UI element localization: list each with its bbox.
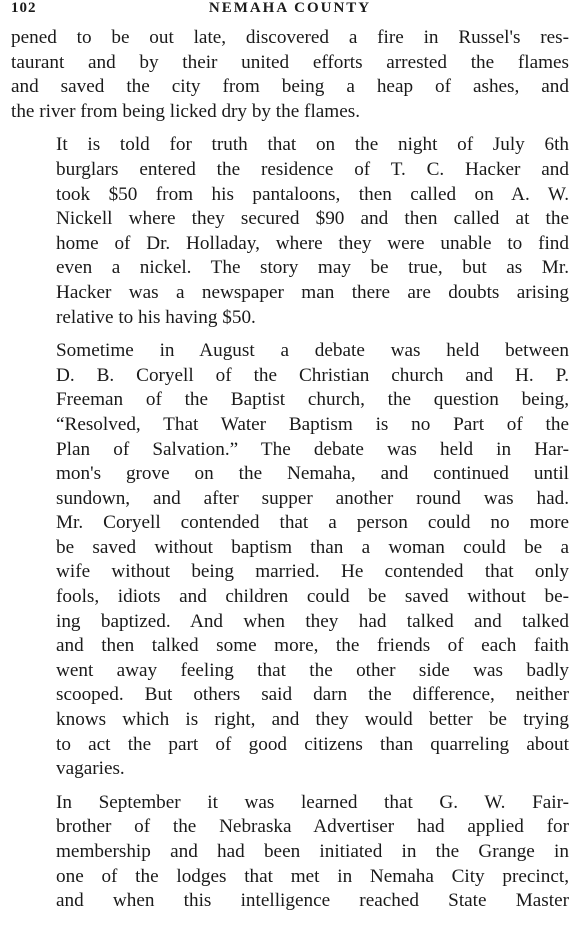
text-line: Plan of Salvation.” The debate was held in Har- xyxy=(56,438,569,460)
text-line: fools, idiots and children could be saved without be- xyxy=(56,586,569,608)
text-line: Freeman of the Baptist church, the question being, xyxy=(56,389,569,411)
paragraph-2 xyxy=(11,133,569,330)
text-line: pened to be out late, discovered a fire in Russel's res- xyxy=(11,27,569,48)
text-line: and when this intelligence reached State Master xyxy=(56,890,569,912)
running-head xyxy=(11,0,569,26)
text-line: Nickell where they secured $90 and then called at the xyxy=(56,208,569,230)
text-line: knows which is right, and they would better be trying xyxy=(56,709,569,731)
text-line: Sometime in August a debate was held between xyxy=(56,340,569,362)
text-line: even a nickel. The story may be true, but as Mr. xyxy=(56,257,569,279)
text-line: home of Dr. Holladay, where they were unable to find xyxy=(56,232,569,254)
text-line: sundown, and after supper another round was had. xyxy=(56,487,569,509)
text-line: took $50 from his pantaloons, then called on A. W. xyxy=(56,183,569,205)
text-line: and saved the city from being a heap of ashes, and xyxy=(11,76,569,98)
text-line: and then talked some more, the friends of each faith xyxy=(56,635,569,657)
running-title: NEMAHA COUNTY xyxy=(208,0,372,16)
text-line: It is told for truth that on the night of July 6th xyxy=(56,134,569,156)
text-line: mon's grove on the Nemaha, and continued until xyxy=(56,463,569,485)
text-line: In September it was learned that G. W. Fair- xyxy=(56,791,569,813)
text-line: vagaries. xyxy=(56,758,125,780)
paragraph-3 xyxy=(11,339,569,782)
text-line: taurant and by their united efforts arrested the flames xyxy=(11,51,569,73)
paragraph-1 xyxy=(11,26,569,124)
text-line: brother of the Nebraska Advertiser had applied for xyxy=(56,816,569,838)
text-line: membership and had been initiated in the Grange in xyxy=(56,841,569,862)
text-line: Hacker was a newspaper man there are doubts arising xyxy=(56,281,569,303)
text-line: burglars entered the residence of T. C. Hacker and xyxy=(56,158,569,180)
text-line: scooped. But others said darn the difference, neither xyxy=(56,684,569,706)
text-line: the river from being licked dry by the flames. xyxy=(11,100,360,122)
body-text xyxy=(11,26,569,914)
text-line: went away feeling that the other side was badly xyxy=(56,659,569,681)
page-number: 102 xyxy=(11,0,37,16)
text-line: one of the lodges that met in Nemaha City precinct, xyxy=(56,865,569,887)
text-line: wife without being married. He contended that only xyxy=(56,561,569,583)
text-line: Mr. Coryell contended that a person could no more xyxy=(56,512,569,534)
text-line: to act the part of good citizens than quarreling about xyxy=(56,733,569,755)
paragraph-4 xyxy=(11,791,569,914)
text-line: relative to his having $50. xyxy=(56,306,256,328)
text-line: D. B. Coryell of the Christian church and H. P. xyxy=(56,364,569,386)
text-line: “Resolved, That Water Baptism is no Part of the xyxy=(56,413,569,435)
text-line: be saved without baptism than a woman could be a xyxy=(56,536,569,558)
text-line: ing baptized. And when they had talked and talked xyxy=(56,610,569,632)
